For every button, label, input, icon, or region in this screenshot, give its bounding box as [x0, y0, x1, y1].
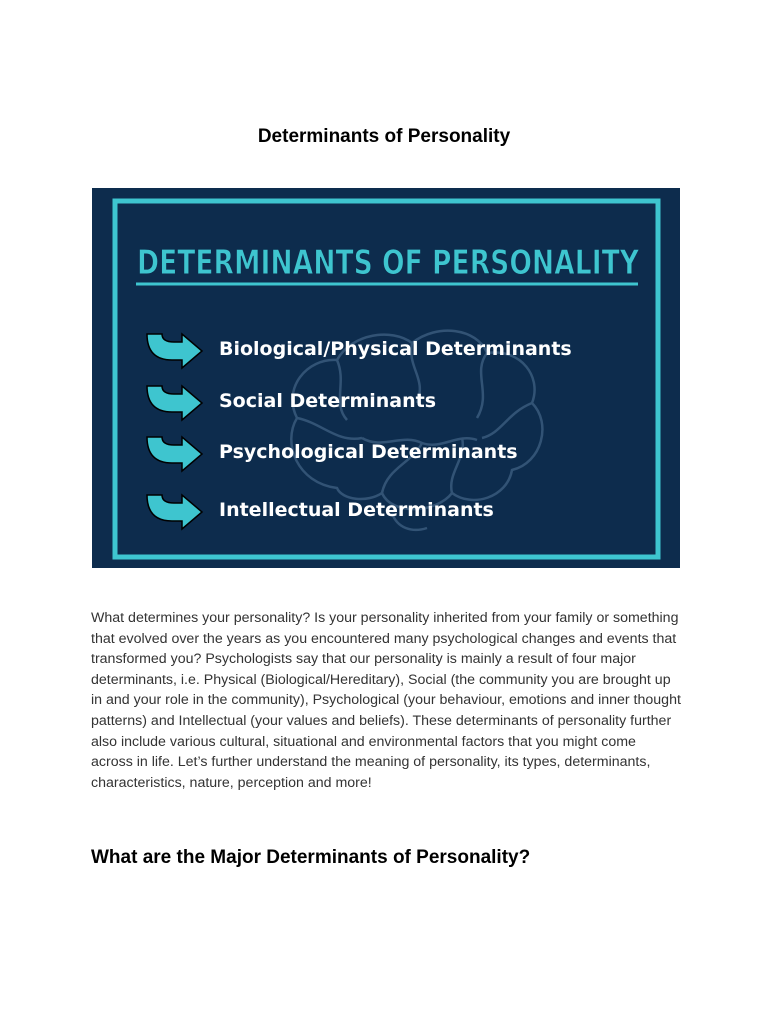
banner-heading: DETERMINANTS OF PERSONALITY [137, 243, 640, 282]
banner-item-label: Biological/Physical Determinants [219, 338, 572, 360]
banner-item-label: Intellectual Determinants [219, 499, 494, 521]
determinants-banner-image [92, 188, 680, 568]
section-heading: What are the Major Determinants of Personality? [91, 847, 531, 868]
intro-paragraph: What determines your personality? Is your personality inherited from your family or something that evolved over the years as you encountered many psychological changes and events that transformed you? Psychologists say that our personality is mainly a result of four major determinants, i.e. Physical (Biological/Hereditary), Social (the community you are brought up in and your role in the community), Psychological (your behaviour, emotions and inner thought patterns) and Intellectual (your values and beliefs). These determinants of personality further also include various cultural, situational and environmental factors that you might come across in life. Let’s further understand the meaning of personality, its types, determinants, characteristics, nature, perception and more! [91, 610, 681, 791]
banner-item-label: Psychological Determinants [219, 441, 518, 463]
banner-item-label: Social Determinants [219, 390, 437, 412]
document-title: Determinants of Personality [257, 126, 511, 147]
